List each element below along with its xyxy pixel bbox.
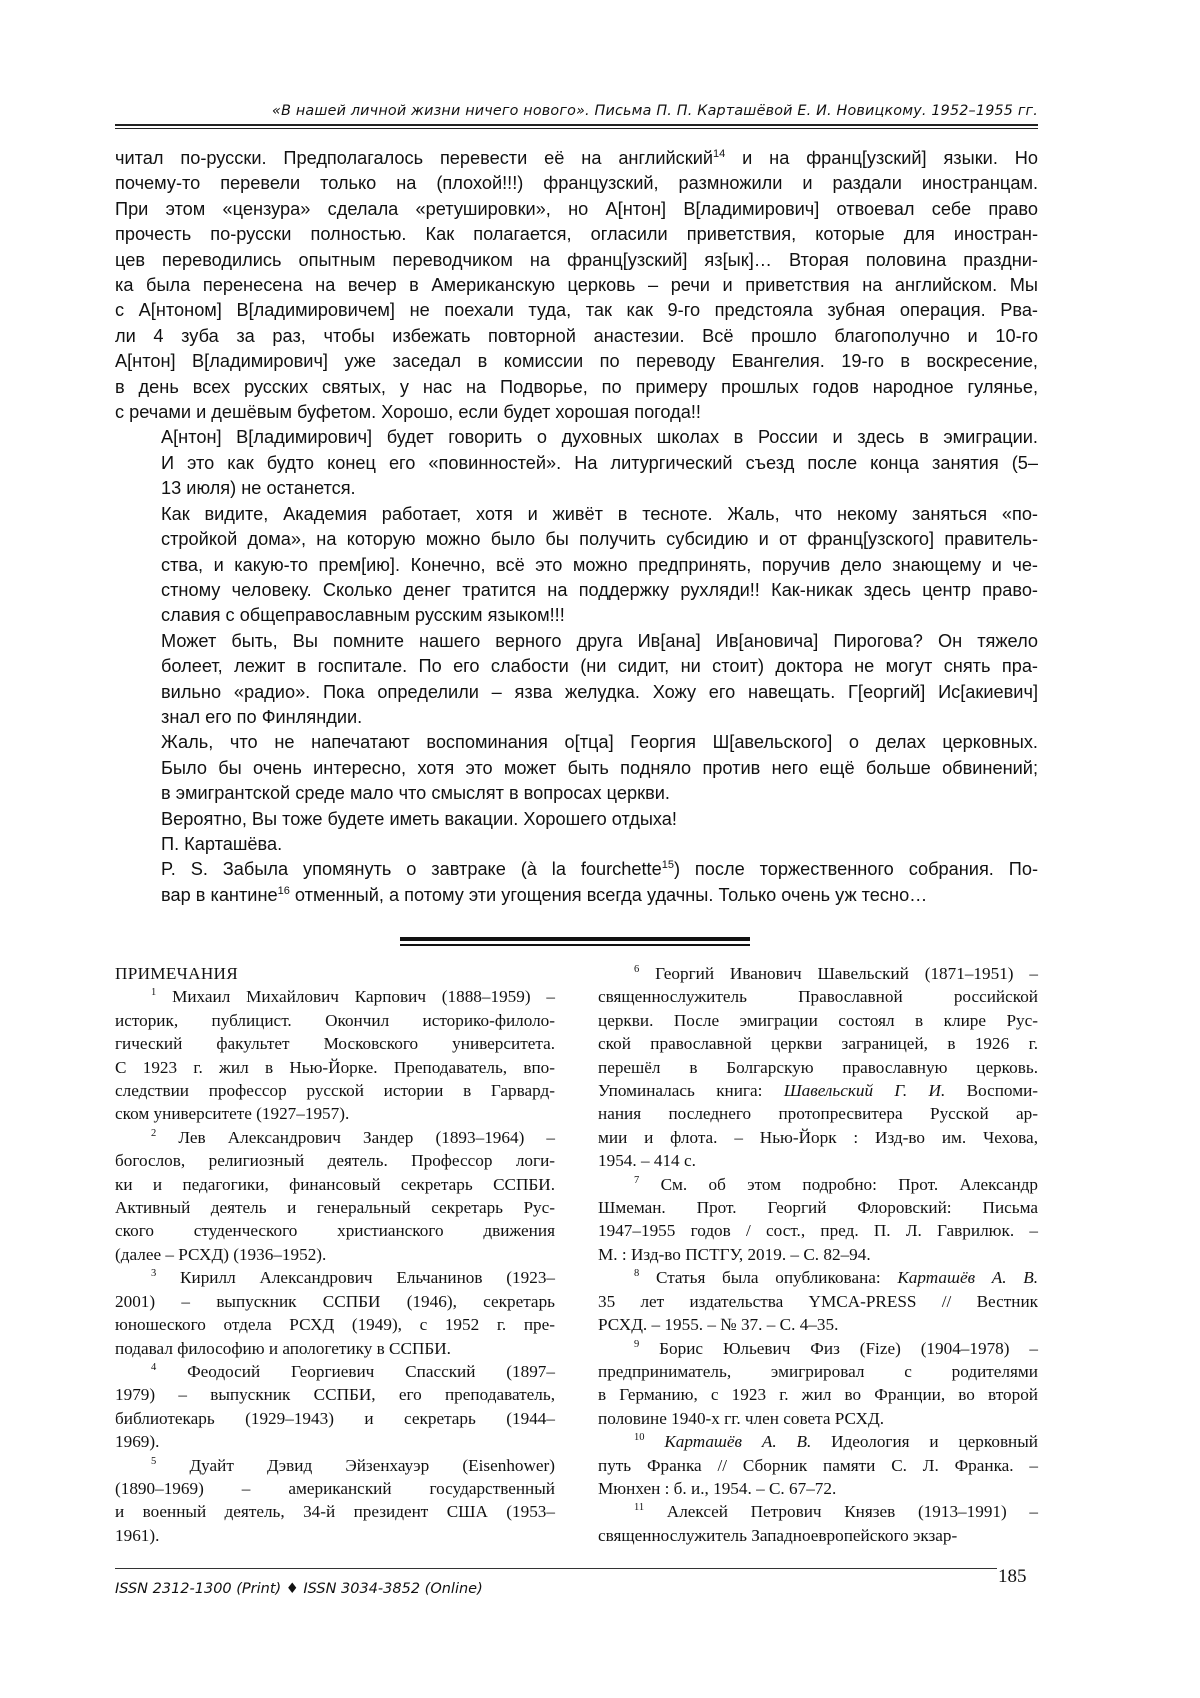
footnote-line: ки и педагогики, финансовый секретарь ССПБИ. <box>115 1174 555 1194</box>
footnote-line: Активный деятель и генеральный секретарь Рус- <box>115 1198 555 1218</box>
footnote-line: следствии профессор русской истории в Гарвард- <box>115 1081 555 1101</box>
footnote-line: библиотекарь (1929–1943) и секретарь (1944– <box>115 1408 555 1428</box>
text-line: с А[нтоном] В[ладимировичем] не поехали туда, так как 9-го предстояла зубная операция. Рва- <box>115 300 1038 321</box>
footnote-line: $^6$ Георгий Иванович Шавельский (1871–1951) – <box>634 964 1039 983</box>
footnote-line: М. : Изд-во ПСТГУ, 2019. – С. 82–94. <box>598 1244 871 1264</box>
letter-paragraph-5 <box>115 730 1038 806</box>
text-line: 13 июля) не останется. <box>161 478 356 499</box>
text-line: ли 4 зуба за раз, чтобы избежать повторной анастезии. Всё прошло благополучно и 10-го <box>115 325 1038 346</box>
text-line: прочесть по-русски полностью. Как полагается, огласили приветствия, которые для иностран- <box>115 224 1038 245</box>
notes-list-left <box>115 985 555 1547</box>
section-separator <box>400 937 750 941</box>
footnote-line: $^{11}$ Алексей Петрович Князев (1913–1991) – <box>634 1502 1038 1522</box>
footnote-line: ском университете (1927–1957). <box>115 1104 350 1124</box>
footnote-line: в Германию, с 1923 г. жил во Франции, во второй <box>598 1385 1038 1405</box>
text-line: Было бы очень интересно, хотя это может быть подняло против него ещё больше обвинений; <box>161 757 1038 778</box>
text-line: вильно «радио». Пока определили – язва желудка. Хожу его навещать. Г[еоргий] Ис[акиевич] <box>161 681 1038 702</box>
header-rule <box>115 124 1038 126</box>
footnote-line: $^{10}$ Карташёв А. В. Идеология и церковный <box>634 1432 1038 1452</box>
footnote-11 <box>598 1500 1038 1547</box>
footnote-line: $^2$ Лев Александрович Зандер (1893–1964) – <box>151 1127 556 1147</box>
footnote-line: 1954. – 414 с. <box>598 1151 696 1171</box>
notes-column-left <box>115 962 555 1547</box>
text-line: ка была перенесена на вечер в Американскую церковь – речи и приветствия на английском. Мы <box>115 275 1038 296</box>
footnote-line: 1969). <box>115 1432 160 1452</box>
text-line: P. S. Забыла упомянуть о завтраке (à la fourchette$^{15}$) после торжественного собрания. По- <box>161 859 1038 880</box>
footnote-line: С 1923 г. жил в Нью-Йорке. Преподаватель, впо- <box>115 1057 555 1077</box>
letter-postscript <box>115 857 1038 908</box>
footnote-number: 7 <box>634 1174 640 1186</box>
footnote-line: $^5$ Дуайт Дэвид Эйзенхауэр (Eisenhower) <box>151 1455 555 1475</box>
footnote-ref: 15 <box>661 859 674 872</box>
letter-paragraph-3 <box>115 502 1038 629</box>
footnote-line: $^1$ Михаил Михайлович Карпович (1888–1959) – <box>151 987 555 1007</box>
footnote-line: ской православной церкви заграницей, в 1926 г. <box>598 1034 1038 1054</box>
text-line: А[нтон] В[ладимирович] уже заседал в комиссии по переводу Евангелия. 19-го в воскресение, <box>115 351 1038 372</box>
section-separator-thin <box>400 944 750 946</box>
footnote-number: 1 <box>151 987 157 999</box>
footnote-line: РСХД. – 1955. – № 37. – С. 4–35. <box>598 1315 839 1335</box>
footnote-line: и военный деятель, 34-й президент США (1953– <box>115 1502 555 1522</box>
footnote-line: богослов, религиозный деятель. Профессор логи- <box>115 1151 555 1171</box>
footnote-line: $^7$ См. об этом подробно: Прот. Александр <box>634 1174 1038 1194</box>
footnote-line: половине 1940-х гг. член совета РСХД. <box>598 1408 884 1428</box>
footnote-number: 4 <box>151 1361 157 1373</box>
footnote-1 <box>115 985 555 1125</box>
footnote-line: предприниматель, эмигрировал с родителями <box>598 1361 1038 1381</box>
footnote-line: историк, публицист. Окончил историко-филоло- <box>115 1010 555 1030</box>
footnote-line: юношеского отдела РСХД (1949), с 1952 г. пре- <box>115 1315 555 1335</box>
footnote-number: 8 <box>634 1268 640 1280</box>
text-line: При этом «цензура» сделала «ретушировки», но А[нтон] В[ладимирович] отвоевал себе право <box>115 198 1038 219</box>
footnote-line: мии и флота. – Нью-Йорк : Изд-во им. Чехова, <box>598 1127 1038 1147</box>
footnote-5 <box>115 1454 555 1548</box>
letter-signature: П. Карташёва. <box>161 833 283 854</box>
footnote-line: церкви. После эмиграции состоял в клире Рус- <box>598 1010 1038 1030</box>
footnote-number: 2 <box>151 1127 157 1139</box>
text-line: в эмигрантской среде мало что смыслят в вопросах церкви. <box>161 783 670 804</box>
footnote-number: 5 <box>151 1455 157 1467</box>
footnote-8 <box>598 1266 1038 1336</box>
footnote-line: священнослужитель Православной российской <box>598 987 1038 1007</box>
footnote-line: 35 лет издательства YMCA-PRESS // Вестник <box>598 1291 1038 1311</box>
footnote-line: ского студенческого христианского движения <box>115 1221 555 1241</box>
footnote-line: $^4$ Феодосий Георгиевич Спасский (1897– <box>151 1361 555 1381</box>
text-line: болеет, лежит в госпитале. По его слабости (ни сидит, ни стоит) доктора не могут снять пра- <box>161 656 1038 677</box>
text-line: знал его по Финляндии. <box>161 706 363 727</box>
footnote-line: $^3$ Кирилл Александрович Ельчанинов (1923– <box>151 1268 556 1288</box>
letter-text <box>115 146 1038 908</box>
text-line: вар в кантине$^{16}$ отменный, а потому эти угощения всегда удачны. Только очень уж тесно… <box>161 884 928 905</box>
text-line: А[нтон] В[ладимирович] будет говорить о духовных школах в России и здесь в эмиграции. <box>161 427 1038 448</box>
footnote-line: $^9$ Борис Юльевич Физ (Fize) (1904–1978) – <box>634 1338 1038 1358</box>
footnote-2 <box>115 1126 555 1266</box>
footnote-line: Мюнхен : б. и., 1954. – С. 67–72. <box>598 1478 837 1498</box>
text-line: в день всех русских святых, у нас на Подворье, по примеру прошлых годов народное гулянье, <box>115 376 1038 397</box>
footnote-line: путь Франка // Сборник памяти С. Л. Франка. – <box>598 1455 1038 1475</box>
running-title: «В нашей личной жизни ничего нового». Письма П. П. Карташёвой Е. И. Новицкому. 1952–1955 гг. <box>272 103 1038 119</box>
letter-paragraph-1 <box>115 146 1038 425</box>
footnote-line: 2001) – выпускник ССПБИ (1946), секретарь <box>115 1291 555 1311</box>
footnote-3 <box>115 1266 555 1360</box>
text-line: цев переводились опытным переводчиком на франц[узский] яз[ык]… Вторая половина праздни- <box>115 249 1038 270</box>
text-line: ства, и какую-то прем[ию]. Конечно, всё это можно предпринять, поручив дело знающему и че- <box>161 554 1038 575</box>
footnote-line: нания последнего протопресвитера Русской ар- <box>598 1104 1038 1124</box>
text-line: Может быть, Вы помните нашего верного друга Ив[ана] Ив[ановича] Пирогова? Он тяжело <box>161 630 1038 651</box>
text-line: Жаль, что не напечатают воспоминания о[тца] Георгия Ш[авельского] о делах церковных. <box>161 732 1038 753</box>
footnote-number: 10 <box>634 1432 645 1444</box>
footer-rule <box>115 1568 997 1569</box>
text-line: И это как будто конец его «повинностей». На литургический съезд после конца занятия (5– <box>161 452 1038 473</box>
letter-paragraph-6: Вероятно, Вы тоже будете иметь вакации. Хорошего отдыха! <box>161 808 677 829</box>
footnote-line: (1890–1969) – американский государственный <box>115 1478 555 1498</box>
footnote-line: (далее – РСХД) (1936–1952). <box>115 1244 327 1264</box>
footnote-line: $^8$ Статья была опубликована: Карташёв А. В. <box>634 1268 1039 1288</box>
footnote-10 <box>598 1430 1038 1500</box>
footnote-line: гический факультет Московского университета. <box>115 1034 555 1054</box>
footnote-number: 9 <box>634 1338 640 1350</box>
footnote-7 <box>598 1173 1038 1267</box>
footnote-line: перешёл в Болгарскую православную церковь. <box>598 1057 1038 1077</box>
text-line: Как видите, Академия работает, хотя и живёт в тесноте. Жаль, что некому заняться «по- <box>161 503 1038 524</box>
footnote-line: 1979) – выпускник ССПБИ, его преподаватель, <box>115 1385 555 1405</box>
footnote-9 <box>598 1337 1038 1431</box>
text-line: с речами и дешёвым буфетом. Хорошо, если будет хорошая погода!! <box>115 402 701 423</box>
footnote-line: Упоминалась книга: Шавельский Г. И. Воспоми- <box>598 1081 1038 1101</box>
footnote-4 <box>115 1360 555 1454</box>
text-line: славия с общеправославным русским языком!!! <box>161 605 565 626</box>
text-line: читал по-русски. Предполагалось перевести её на английский$^{14}$ и на франц[узский] языки. Но <box>115 148 1038 168</box>
header-rule-thin <box>115 128 1038 129</box>
text-line: стному человеку. Сколько денег тратится на поддержку рухляди!! Как-никак здесь центр право- <box>161 579 1038 600</box>
footnote-line: 1947–1955 годов / сост., пред. П. Л. Гаврилюк. – <box>598 1221 1038 1241</box>
letter-paragraph-4 <box>115 629 1038 731</box>
text-line: почему-то перевели только на (плохой!!!) французский, размножили и раздали иностранцам. <box>115 173 1038 194</box>
footnote-ref: 16 <box>277 884 290 897</box>
footnote-line: Шмеман. Прот. Георгий Флоровский: Письма <box>598 1198 1038 1218</box>
notes-heading: ПРИМЕЧАНИЯ <box>115 964 239 983</box>
footnote-line: подавал философию и апологетику в ССПБИ. <box>115 1338 451 1358</box>
letter-paragraph-2 <box>115 425 1038 501</box>
footnote-number: 6 <box>634 964 640 975</box>
footnote-6 <box>598 962 1038 1173</box>
text-line: стройкой дома», на которую можно было бы получить субсидию и от франц[узского] правитель- <box>161 529 1038 550</box>
page-number: 185 <box>998 1566 1027 1587</box>
notes-list-right <box>598 962 1038 1547</box>
footnote-number: 11 <box>634 1502 645 1514</box>
footnote-line: 1961). <box>115 1525 160 1545</box>
footnote-line: священнослужитель Западноевропейского экзар- <box>598 1525 958 1545</box>
footnote-number: 3 <box>151 1268 157 1280</box>
issn-line: ISSN 2312-1300 (Print) ♦ ISSN 3034-3852 (Online) <box>115 1581 483 1597</box>
notes-column-right <box>598 962 1038 1547</box>
footnote-ref: 14 <box>713 148 726 160</box>
